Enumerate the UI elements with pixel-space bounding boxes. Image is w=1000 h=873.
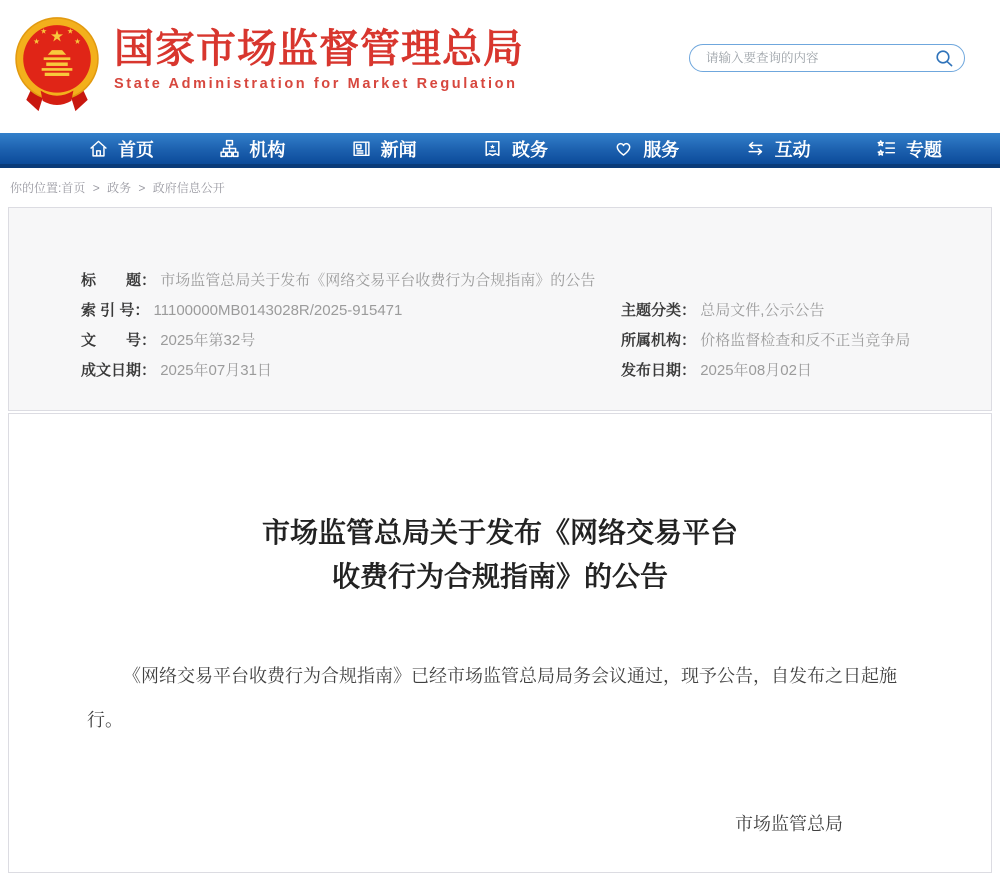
meta-label-issuing-department: 所属机构： bbox=[621, 332, 697, 349]
interaction-arrows-icon bbox=[745, 138, 766, 159]
main-nav bbox=[0, 133, 1000, 168]
meta-row-index-number bbox=[81, 296, 621, 326]
meta-row-document-number bbox=[81, 326, 621, 356]
nav-item-label: 互动 bbox=[774, 139, 811, 160]
nav-item-services[interactable] bbox=[613, 136, 679, 162]
meta-value-publish-date: 2025年08月02日 bbox=[700, 362, 812, 379]
article-title-line2: 收费行为合规指南》的公告 bbox=[331, 562, 668, 593]
site-logo-link[interactable] bbox=[14, 12, 524, 116]
article-title bbox=[9, 512, 991, 600]
nav-item-interaction[interactable] bbox=[745, 136, 811, 162]
meta-label-publish-date: 发布日期： bbox=[621, 362, 697, 379]
meta-row-written-date bbox=[81, 356, 621, 386]
news-icon bbox=[351, 138, 372, 159]
site-title-english: State Administration for Market Regulation bbox=[114, 76, 518, 92]
article-panel bbox=[8, 413, 992, 873]
breadcrumb-item-government[interactable]: 政务 bbox=[107, 181, 132, 195]
meta-value-title: 市场监管总局关于发布《网络交易平台收费行为合规指南》的公告 bbox=[160, 272, 596, 289]
meta-label-index-number: 索 引 号： bbox=[81, 302, 150, 319]
meta-value-document-number: 2025年第32号 bbox=[160, 332, 256, 349]
meta-row-topic-category bbox=[621, 296, 971, 326]
nav-item-news[interactable] bbox=[351, 136, 417, 162]
site-title: 国家市场监督管理总局 bbox=[114, 27, 524, 71]
meta-value-written-date: 2025年07月31日 bbox=[160, 362, 272, 379]
search-button[interactable] bbox=[934, 48, 955, 69]
nav-item-topics[interactable] bbox=[876, 136, 942, 162]
search-input[interactable] bbox=[704, 50, 934, 66]
nav-item-label: 机构 bbox=[249, 139, 286, 160]
meta-value-topic-category: 总局文件,公示公告 bbox=[700, 302, 825, 319]
breadcrumb-item-home[interactable]: 首页 bbox=[61, 181, 86, 195]
national-emblem-icon bbox=[14, 12, 100, 116]
nav-item-label: 首页 bbox=[118, 139, 154, 160]
meta-column-left bbox=[81, 296, 621, 386]
meta-row-issuing-department bbox=[621, 326, 971, 356]
nav-item-label: 专题 bbox=[905, 139, 942, 160]
nav-item-organization[interactable] bbox=[219, 136, 285, 162]
topics-star-list-icon bbox=[876, 138, 897, 159]
magnifier-icon bbox=[934, 57, 955, 72]
site-header bbox=[0, 0, 1000, 133]
meta-value-issuing-department: 价格监督检查和反不正当竞争局 bbox=[700, 332, 911, 349]
breadcrumb-prefix: 你的位置: bbox=[10, 181, 62, 195]
nav-item-label: 新闻 bbox=[380, 139, 417, 160]
organization-icon bbox=[219, 138, 240, 159]
meta-row-title bbox=[81, 266, 971, 296]
breadcrumb-separator: > bbox=[138, 181, 146, 195]
meta-label-document-number: 文 号： bbox=[81, 332, 157, 349]
article-title-line1: 市场监管总局关于发布《网络交易平台 bbox=[261, 518, 738, 549]
meta-grid bbox=[81, 296, 971, 386]
breadcrumb-separator: > bbox=[92, 181, 100, 195]
search-box bbox=[689, 44, 965, 72]
meta-label-title: 标 题： bbox=[81, 272, 157, 289]
services-heart-icon bbox=[613, 138, 634, 159]
nav-item-label: 服务 bbox=[643, 139, 680, 160]
document-meta-panel bbox=[8, 207, 992, 411]
meta-column-right bbox=[621, 296, 971, 386]
meta-label-topic-category: 主题分类： bbox=[621, 302, 697, 319]
meta-value-index-number: 11100000MB0143028R/2025-915471 bbox=[153, 302, 403, 319]
article-signature: 市场监管总局 bbox=[735, 814, 843, 834]
breadcrumb bbox=[0, 168, 1000, 205]
home-icon bbox=[88, 138, 109, 159]
meta-row-publish-date bbox=[621, 356, 971, 386]
breadcrumb-item-info-disclosure[interactable]: 政府信息公开 bbox=[152, 181, 225, 195]
nav-item-home[interactable] bbox=[88, 136, 154, 162]
government-affairs-icon bbox=[482, 138, 503, 159]
meta-label-written-date: 成文日期： bbox=[81, 362, 157, 379]
nav-item-government-affairs[interactable] bbox=[482, 136, 548, 162]
article-body-paragraph: 《网络交易平台收费行为合规指南》已经市场监管总局局务会议通过，现予公告，自发布之日起施行。 bbox=[87, 666, 897, 730]
nav-item-label: 政务 bbox=[511, 139, 548, 160]
site-title-block bbox=[114, 12, 524, 92]
